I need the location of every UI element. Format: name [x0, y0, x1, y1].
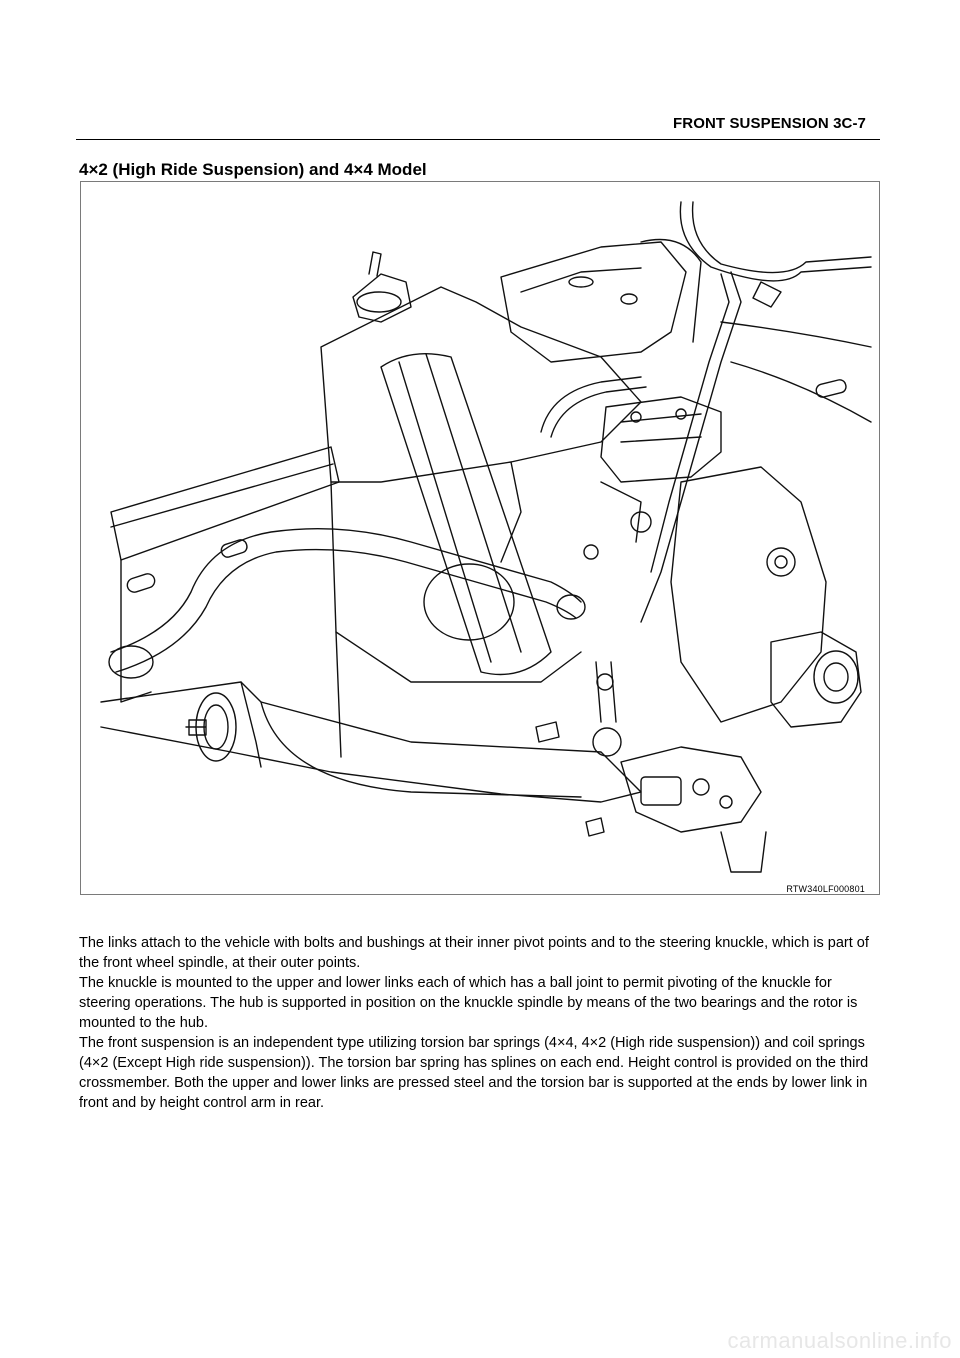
- stabilizer-bar: [111, 529, 581, 652]
- lower-ball-joint: [621, 747, 761, 832]
- shock-absorber: [381, 354, 551, 675]
- page-header: [76, 115, 880, 140]
- steering-knuckle: [671, 467, 826, 722]
- section-title: 4×2 (High Ride Suspension) and 4×4 Model: [79, 160, 427, 179]
- lower-control-arm: [101, 682, 641, 802]
- upper-control-arm: [501, 242, 686, 362]
- top-mount: [353, 274, 411, 322]
- body-text: [79, 933, 879, 1113]
- body-panel: [731, 362, 871, 422]
- brake-line: [680, 202, 871, 281]
- suspension-line-drawing: [81, 182, 880, 895]
- header-title: FRONT SUSPENSION 3C-7: [673, 115, 866, 132]
- paragraph-2: The knuckle is mounted to the upper and lower links each of which has a ball joint to permit pivoting of the knuckle for steering operations. The hub is supported in position on the knuckle spindle by means of the two bearings and the rotor is mounted to the hub.: [79, 975, 858, 1031]
- figure-code: RTW340LF000801: [786, 884, 865, 894]
- paragraph-1: The links attach to the vehicle with bolts and bushings at their inner pivot points and to the steering knuckle, which is part of the front wheel spindle, at their outer points.: [79, 935, 869, 971]
- paragraph-3: The front suspension is an independent type utilizing torsion bar springs (4×4, 4×2 (High ride suspension)) and coil springs (4×2 (Except High ride suspension)). The torsion bar spring has splines on each end. Height control is provided on the third crossmember. Both the upper and lower links are pressed steel and the torsion bar is supported at the ends by lower link in front and by height control arm in rear.: [79, 1035, 869, 1111]
- suspension-illustration: [80, 181, 880, 895]
- frame-rail: [111, 447, 339, 560]
- stabilizer-link: [596, 662, 616, 722]
- watermark: carmanualsonline.info: [727, 1328, 952, 1353]
